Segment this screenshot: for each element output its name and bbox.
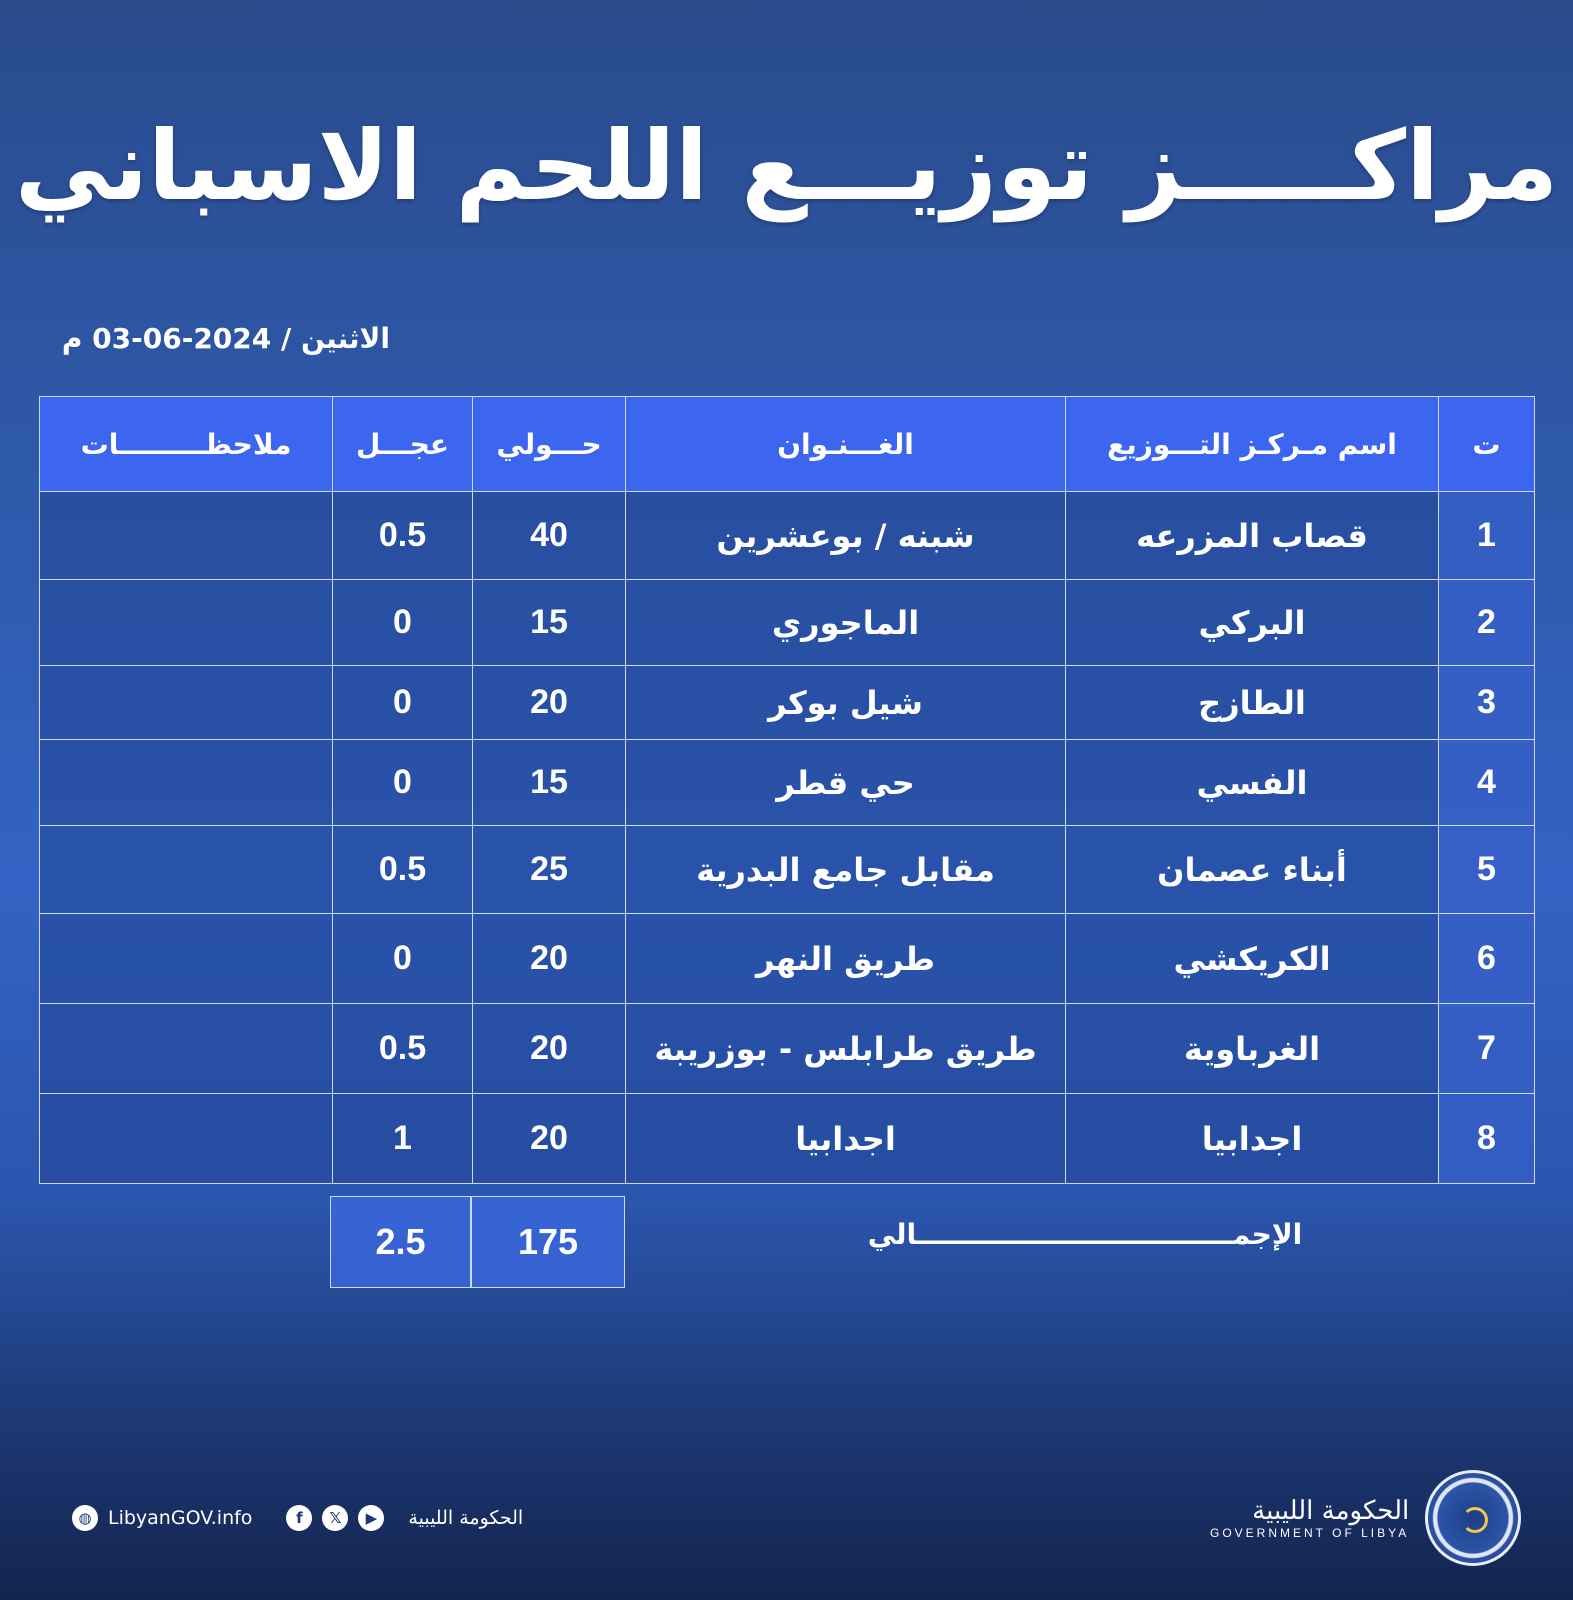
date-label: الاثنين / 2024-06-03 م xyxy=(61,322,390,355)
logo-text xyxy=(1210,1496,1409,1540)
cell-address: شيل بوكر xyxy=(626,666,1066,740)
social-name: الحكومة الليبية xyxy=(408,1507,524,1529)
cell-lamb: 20 xyxy=(473,1094,626,1184)
cell-index: 7 xyxy=(1439,1004,1535,1094)
cell-notes xyxy=(40,492,333,580)
cell-index: 8 xyxy=(1439,1094,1535,1184)
distribution-table xyxy=(39,396,1535,1184)
government-seal-icon xyxy=(1425,1470,1521,1566)
cell-index: 6 xyxy=(1439,914,1535,1004)
cell-notes xyxy=(40,1004,333,1094)
cell-notes xyxy=(40,580,333,666)
cell-center: أبناء عصمان xyxy=(1066,826,1439,914)
table-row xyxy=(40,914,1535,1004)
cell-calf: 0 xyxy=(333,914,473,1004)
website-link[interactable]: LibyanGOV.info xyxy=(108,1507,253,1529)
cell-lamb: 20 xyxy=(473,666,626,740)
header-index: ت xyxy=(1439,397,1535,492)
cell-lamb: 40 xyxy=(473,492,626,580)
government-logo xyxy=(1210,1470,1521,1566)
cell-address: مقابل جامع البدرية xyxy=(626,826,1066,914)
footer-links xyxy=(72,1500,523,1536)
cell-index: 5 xyxy=(1439,826,1535,914)
cell-lamb: 15 xyxy=(473,740,626,826)
page-title: مراكـــــز توزيـــع اللحم الاسباني xyxy=(14,110,1559,222)
logo-arabic: الحكومة الليبية xyxy=(1252,1496,1410,1526)
cell-notes xyxy=(40,666,333,740)
cell-calf: 0.5 xyxy=(333,492,473,580)
youtube-icon[interactable]: ▶ xyxy=(358,1505,384,1531)
cell-lamb: 20 xyxy=(473,1004,626,1094)
cell-lamb: 15 xyxy=(473,580,626,666)
logo-english: GOVERNMENT OF LIBYA xyxy=(1210,1526,1410,1540)
cell-lamb: 20 xyxy=(473,914,626,1004)
cell-center: الفسي xyxy=(1066,740,1439,826)
cell-center: اجدابيا xyxy=(1066,1094,1439,1184)
cell-address: طريق طرابلس - بوزريبة xyxy=(626,1004,1066,1094)
cell-calf: 1 xyxy=(333,1094,473,1184)
cell-address: حي قطر xyxy=(626,740,1066,826)
table-header-row xyxy=(40,397,1535,492)
facebook-icon[interactable]: f xyxy=(286,1505,312,1531)
cell-calf: 0 xyxy=(333,580,473,666)
cell-center: الغرباوية xyxy=(1066,1004,1439,1094)
header-notes: ملاحظـــــــــات xyxy=(40,397,333,492)
cell-index: 4 xyxy=(1439,740,1535,826)
cell-address: شبنه / بوعشرين xyxy=(626,492,1066,580)
table-row xyxy=(40,740,1535,826)
cell-notes xyxy=(40,826,333,914)
table-body xyxy=(40,492,1535,1184)
cell-index: 1 xyxy=(1439,492,1535,580)
cell-center: الطازج xyxy=(1066,666,1439,740)
header-calf: عجـــل xyxy=(333,397,473,492)
table-row xyxy=(40,1094,1535,1184)
cell-calf: 0 xyxy=(333,666,473,740)
header-address: الغـــنـوان xyxy=(626,397,1066,492)
cell-center: البركي xyxy=(1066,580,1439,666)
table-row xyxy=(40,580,1535,666)
cell-calf: 0.5 xyxy=(333,826,473,914)
total-lamb: 175 xyxy=(471,1196,625,1288)
globe-icon[interactable]: ◍ xyxy=(72,1505,98,1531)
cell-lamb: 25 xyxy=(473,826,626,914)
total-row xyxy=(330,1196,625,1288)
table-row xyxy=(40,826,1535,914)
header-lamb: حـــولي xyxy=(473,397,626,492)
cell-center: الكريكشي xyxy=(1066,914,1439,1004)
x-icon[interactable]: 𝕏 xyxy=(322,1505,348,1531)
cell-notes xyxy=(40,914,333,1004)
table-row xyxy=(40,666,1535,740)
cell-index: 3 xyxy=(1439,666,1535,740)
total-label: الإجمـــــــــــــــــــــــــــــــــالي xyxy=(867,1218,1303,1251)
header-center: اسم مـركـز التـــوزيع xyxy=(1066,397,1439,492)
cell-address: الماجوري xyxy=(626,580,1066,666)
cell-index: 2 xyxy=(1439,580,1535,666)
cell-address: اجدابيا xyxy=(626,1094,1066,1184)
cell-calf: 0.5 xyxy=(333,1004,473,1094)
table-row xyxy=(40,492,1535,580)
total-calf: 2.5 xyxy=(330,1196,471,1288)
table-row xyxy=(40,1004,1535,1094)
crescent-icon xyxy=(1462,1507,1488,1533)
cell-address: طريق النهر xyxy=(626,914,1066,1004)
cell-notes xyxy=(40,740,333,826)
cell-center: قصاب المزرعه xyxy=(1066,492,1439,580)
cell-notes xyxy=(40,1094,333,1184)
cell-calf: 0 xyxy=(333,740,473,826)
